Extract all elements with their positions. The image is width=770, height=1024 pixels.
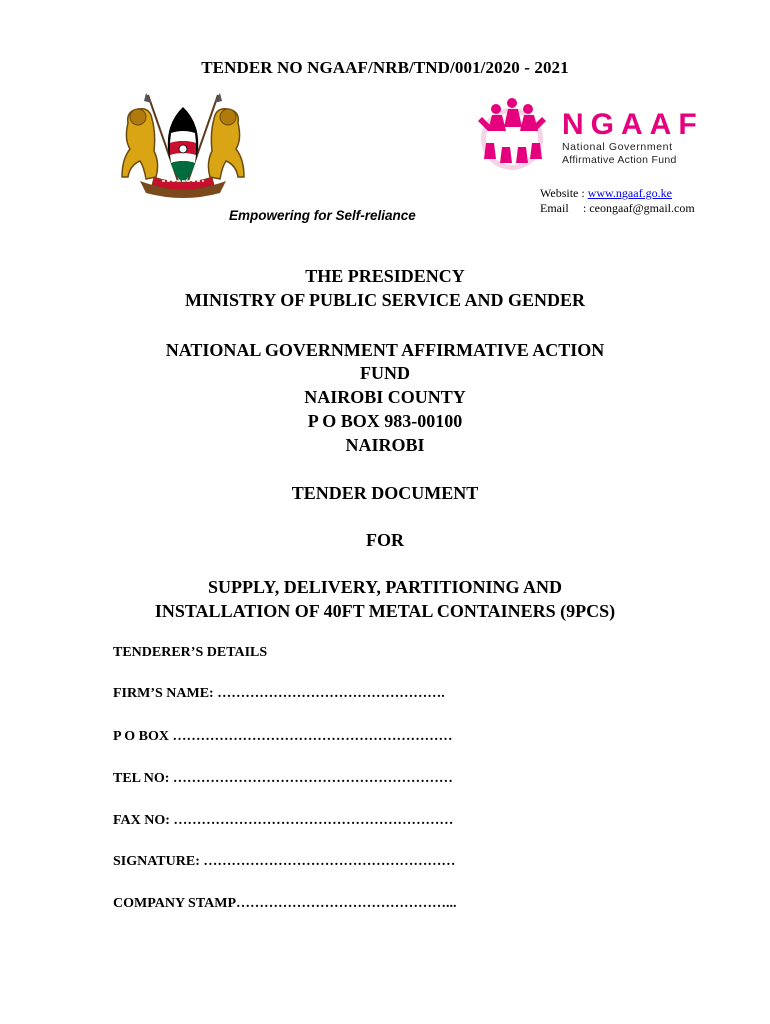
kenya-coat-of-arms-icon: [120, 93, 246, 198]
tenderer-details-title: TENDERER’S DETAILS: [113, 645, 268, 660]
ngaaf-logo-icon: [466, 97, 711, 172]
firm-name-field: FIRM’S NAME: ………………………………………….: [113, 686, 445, 701]
subject-line1: SUPPLY, DELIVERY, PARTITIONING AND: [208, 577, 562, 597]
document-title: TENDER DOCUMENT: [291, 483, 479, 503]
website-label: Website :: [540, 186, 585, 200]
tender-number: TENDER NO NGAAF/NRB/TND/001/2020 - 2021: [201, 58, 569, 77]
fax-no-field: FAX NO: ……………………………………………………: [113, 813, 454, 828]
fund-heading-line1: NATIONAL GOVERNMENT AFFIRMATIVE ACTION: [165, 340, 605, 360]
ministry-heading: MINISTRY OF PUBLIC SERVICE AND GENDER: [185, 290, 585, 310]
city-heading: NAIROBI: [345, 435, 425, 455]
tel-no-field: TEL NO: ……………………………………………………: [113, 771, 453, 786]
website-link[interactable]: www.ngaaf.go.ke: [587, 186, 672, 200]
subject-line2: INSTALLATION OF 40FT METAL CONTAINERS (9PCS): [154, 601, 616, 621]
logo-line2-text: Affirmative Action Fund: [562, 154, 677, 166]
logo-line1-text: National Government: [562, 141, 673, 153]
for-heading: FOR: [366, 530, 404, 550]
contact-block: [540, 186, 695, 216]
company-stamp-field: COMPANY STAMP………………………………………...: [113, 896, 457, 911]
fund-heading-line2: FUND: [360, 363, 410, 383]
website-row: [540, 186, 695, 201]
po-box-field: P O BOX ……………………………………………………: [113, 729, 453, 744]
email-row: [540, 201, 695, 216]
logo-brand-text: NGAAF: [562, 108, 704, 141]
presidency-heading: THE PRESIDENCY: [305, 266, 465, 286]
email-value: : ceongaaf@gmail.com: [583, 201, 695, 215]
county-heading: NAIROBI COUNTY: [304, 387, 466, 407]
signature-field: SIGNATURE: ………………………………………………: [113, 854, 456, 869]
pobox-heading: P O BOX 983-00100: [307, 411, 463, 431]
tagline: Empowering for Self-reliance: [229, 208, 416, 223]
email-label: Email: [540, 201, 569, 215]
